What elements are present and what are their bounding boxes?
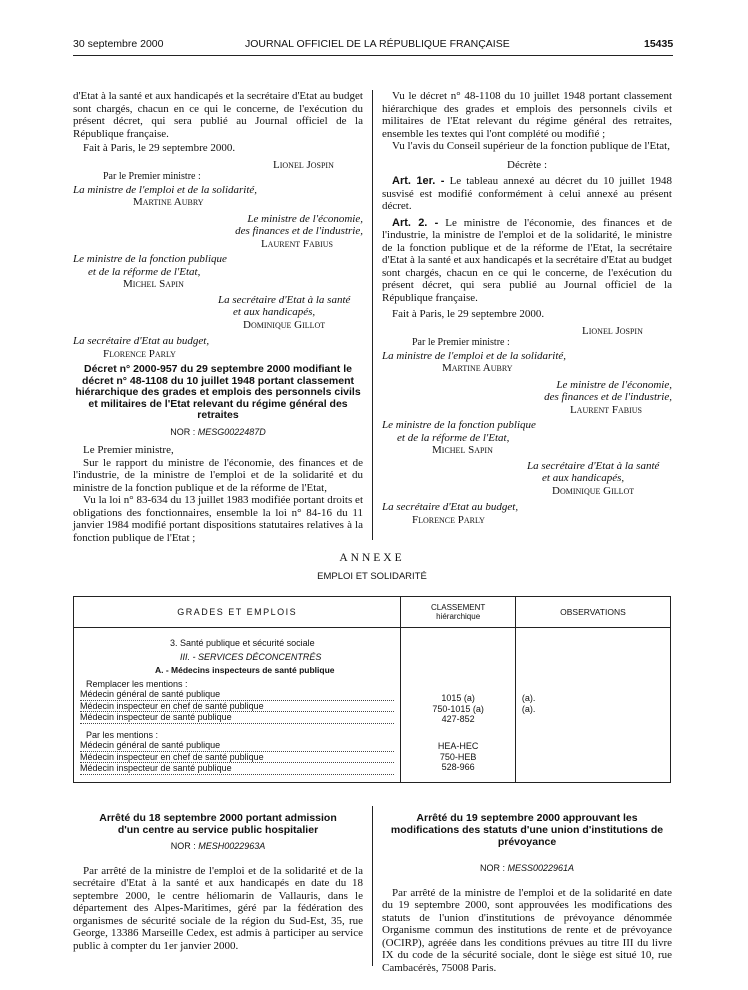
rows2-class (407, 741, 509, 773)
text-paragraph: Sur le rapport du ministre de l'économie, des finances et de l'industrie, de la ministre de l'emploi et de la solidarité et du ministre de la fonction publique et de la réforme de l'Etat, (73, 456, 363, 494)
column-divider (372, 90, 373, 540)
minister-name: Michel Sapin (123, 278, 184, 290)
nor-label: NOR : (479, 863, 505, 873)
column-divider (372, 806, 373, 966)
minister-name: Florence Parly (103, 347, 176, 360)
arrete-1-block (73, 812, 363, 952)
rows1-class (407, 693, 509, 725)
decret-title: Décret n° 2000-957 du 29 septembre 2000 modifiant le décret n° 48-1108 du 10 juillet 1948 portant classement hiérarchique des grades et emplois des personnels civils et militaires de l'Etat relevant du régime général des retraites (75, 363, 361, 421)
table-row-classement: 528-966 (441, 762, 475, 772)
decret-block (73, 364, 363, 544)
article-text: Le ministre de l'économie, des finances et de l'industrie, la ministre de l'emploi et de la solidarité, le ministre de la fonction publique et de la réforme de l'Etat, la secrétaire d'Etat à la santé et aux handicapés et la secrétaire d'Etat au budget sont chargés, chacun en ce qui le concerne, de l'exécution du présent décret, qui sera publié au Journal officiel de la République française. (382, 216, 672, 304)
column-header (401, 597, 516, 628)
par-label: Par les mentions : (86, 729, 159, 740)
table-row-classement: 750-1015 (a) (432, 703, 484, 714)
article-label: Art. 1er. - (392, 175, 445, 187)
par-line: Par le Premier ministre : (412, 337, 510, 348)
minister-name: Michel Sapin (432, 444, 493, 456)
text-paragraph: Vu la loi n° 83-634 du 13 juillet 1983 modifiée portant droits et obligations des fonctionnaires, ensemble la loi n° 84-16 du 11 janvier 1984 modifié portant dispositions statutaires relatives à la fonction publique de l'Etat ; (73, 494, 363, 544)
minister-title: Le ministre de l'économie, (247, 212, 363, 225)
nor-line (73, 840, 363, 853)
table-row-classement: 1015 (a) (441, 693, 475, 703)
header-page-number: 15435 (644, 38, 674, 50)
minister-title: Le ministre de la fonction publique (73, 253, 227, 265)
table-header-row (74, 597, 671, 628)
par-line: Par le Premier ministre : (103, 171, 201, 182)
article-2 (382, 217, 672, 305)
column-header: OBSERVATIONS (515, 597, 670, 628)
text-paragraph: d'Etat à la santé et aux handicapés et la secrétaire d'Etat au budget sont chargés, chacun en ce qui le concerne, de l'exécution du présent décret, qui sera publié au Journal officiel de la République française. (73, 90, 363, 140)
signer-name: Lionel Jospin (273, 158, 334, 171)
table-row-label: Médecin inspecteur de santé publique (80, 763, 394, 775)
minister-title: La ministre de l'emploi et de la solidarité, (73, 183, 258, 196)
table-row-label: Médecin général de santé publique (80, 689, 394, 701)
minister-title: Le ministre de l'économie, (556, 378, 672, 391)
header-journal: JOURNAL OFFICIEL DE LA RÉPUBLIQUE FRANÇAISE (245, 38, 510, 50)
nor-line (73, 426, 363, 439)
text-paragraph: Le Premier ministre, (83, 444, 174, 456)
rows2-labels (80, 740, 394, 775)
signer-name: Lionel Jospin (582, 324, 643, 337)
spacer (407, 725, 509, 742)
spacer (522, 638, 664, 693)
decrete-line: Décrète : (507, 158, 547, 171)
section-heading: 3. Santé publique et sécurité sociale (170, 638, 315, 648)
minister-name: Martine Aubry (133, 196, 204, 208)
minister-name: Laurent Fabius (260, 237, 333, 250)
table-body-row (74, 628, 671, 783)
page-header (0, 38, 748, 52)
minister-title: et aux handicapés, (233, 306, 316, 318)
annexe-subtitle: EMPLOI ET SOLIDARITÉ (317, 571, 427, 582)
arrete-2-block (382, 812, 672, 974)
observations-cell (515, 628, 670, 783)
minister-name: Dominique Gillot (243, 318, 326, 331)
minister-title: La ministre de l'emploi et de la solidarité, (382, 349, 567, 362)
nor-label: NOR : (170, 426, 196, 437)
minister-title: La secrétaire d'Etat au budget, (73, 335, 210, 347)
table-row-classement: 750-HEB (439, 751, 477, 762)
article-text: Le tableau annexé au décret du 10 juillet 1948 susvisé est modifié conformément à celui annexé au présent décret. (382, 175, 673, 212)
minister-name: Florence Parly (412, 513, 485, 526)
table-row-label: Médecin inspecteur en chef de santé publique (80, 701, 394, 713)
table-row-observation (522, 714, 664, 725)
classement-cell (401, 628, 516, 783)
table-row-classement: 427-852 (441, 714, 475, 724)
minister-title: et de la réforme de l'Etat, (88, 265, 201, 278)
text-paragraph: Par arrêté de la ministre de l'emploi et de la solidarité en date du 19 septembre 2000, sont approuvées les modifications des statuts de l'union d'institutions de prévoyance dénommée Organisme commun des institutions de rente et de prévoyance (OCIRP), agréée dans les conditions prévues au titre III du livre IX du code de la sécurité sociale, dont le siège est situé 10, rue Cambacérès, 75008 Paris. (382, 886, 672, 974)
table-row-label: Médecin inspecteur en chef de santé publique (80, 752, 394, 764)
text-paragraph: Vu l'avis du Conseil supérieur de la fonction publique de l'Etat, (392, 140, 670, 152)
arrete-title: Arrêté du 19 septembre 2000 approuvant les modifications des statuts d'une union d'institutions de prévoyance (390, 812, 664, 848)
table-row-observation: (a). (521, 693, 536, 703)
table-row-classement: HEA-HEC (437, 741, 479, 751)
minister-title: La secrétaire d'Etat à la santé (527, 459, 660, 472)
minister-title: des finances et de l'industrie, (544, 391, 672, 403)
rows1-obs (522, 693, 664, 725)
minister-name: Laurent Fabius (569, 403, 642, 416)
text-paragraph: Vu le décret n° 48-1108 du 10 juillet 1948 portant classement hiérarchique des grades et emplois des personnels civils et militaires de l'Etat relevant du régime général des retraites, ensemble les textes qui l'ont complété ou modifié ; (382, 90, 672, 140)
column-header: GRADES ET EMPLOIS (74, 597, 401, 628)
arrete-title: Arrêté du 18 septembre 2000 portant admission d'un centre au service public hospitalier (99, 812, 337, 836)
minister-title: des finances et de l'industrie, (235, 225, 363, 237)
fait-line: Fait à Paris, le 29 septembre 2000. (83, 142, 236, 154)
header-rule (73, 55, 673, 56)
column-header-line: CLASSEMENT (431, 603, 486, 612)
minister-title: et de la réforme de l'Etat, (397, 431, 510, 444)
column-header-line: hiérarchique (436, 612, 481, 621)
section-heading: III. - SERVICES DÉCONCENTRÉS (180, 651, 322, 662)
table-row-label: Médecin général de santé publique (80, 740, 394, 752)
annexe-title: ANNEXE (339, 552, 405, 564)
table-row-label: Médecin inspecteur de santé publique (80, 712, 394, 724)
article-1 (382, 175, 672, 213)
article-label: Art. 2. - (392, 216, 439, 229)
spacer (407, 638, 509, 693)
annexe-table (73, 596, 671, 783)
nor-line (382, 862, 672, 875)
nor-label: NOR : (170, 841, 196, 851)
rows1-labels (80, 689, 394, 724)
minister-name: Martine Aubry (442, 362, 513, 374)
nor-code: MESG0022487D (197, 426, 266, 437)
nor-code: MESS0022961A (507, 863, 575, 873)
left-column-top (73, 90, 363, 360)
grades-cell (74, 628, 401, 783)
minister-title: et aux handicapés, (542, 472, 625, 484)
table-row-observation: (a). (521, 703, 536, 714)
minister-name: Dominique Gillot (552, 484, 635, 497)
header-date: 30 septembre 2000 (73, 38, 164, 50)
remplacer-label: Remplacer les mentions : (86, 678, 188, 689)
minister-title: La secrétaire d'Etat à la santé (218, 293, 351, 306)
text-paragraph: Par arrêté de la ministre de l'emploi et de la solidarité et de la secrétaire d'Etat à la santé et aux handicapés en date du 18 septembre 2000, le centre héliomarin de Vallauris, dans le département des Alpes-Maritimes, géré par la fédération des organismes de sécurité sociale de la région du Sud-Est, 35, rue George, 13386 Marseille Cedex, est admis à participer au service public à compter du 1er janvier 2000. (73, 864, 363, 952)
right-column-top (382, 90, 672, 526)
fait-line: Fait à Paris, le 29 septembre 2000. (392, 308, 545, 320)
minister-title: Le ministre de la fonction publique (382, 419, 536, 431)
section-heading: A. - Médecins inspecteurs de santé publique (155, 665, 335, 675)
nor-code: MESH0022963A (198, 841, 266, 851)
minister-title: La secrétaire d'Etat au budget, (382, 501, 519, 513)
